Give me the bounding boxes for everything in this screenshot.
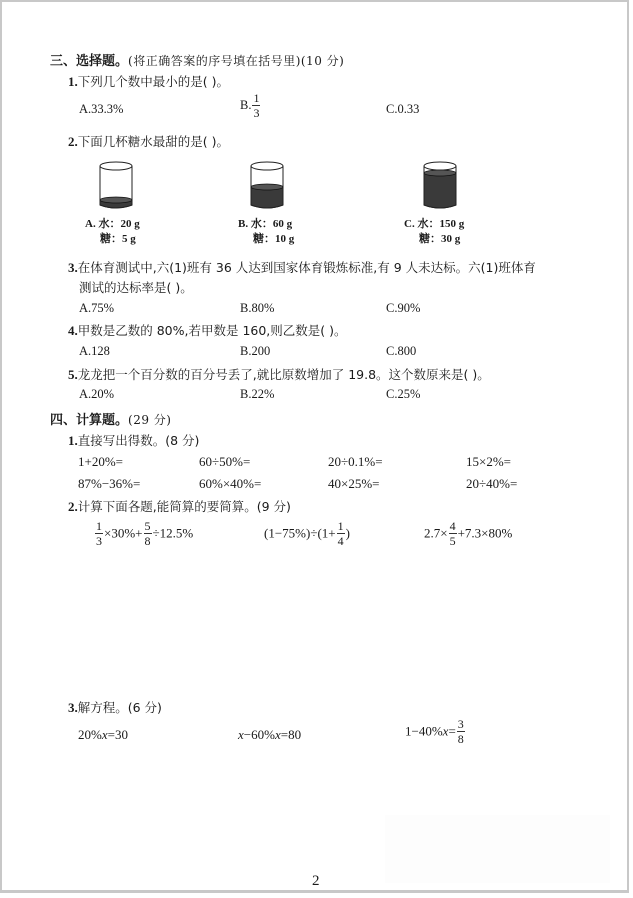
question-2: [68, 132, 229, 150]
question-number: 3.: [68, 260, 78, 275]
water-amount: A. 水：20 g: [85, 218, 140, 230]
expr-text: =80: [280, 727, 302, 742]
denominator: 3: [96, 534, 102, 548]
question-text: 下列几个数中最小的是( )。: [77, 74, 229, 89]
page-number: 2: [312, 873, 320, 889]
calc-part-2: [68, 497, 291, 515]
beaker-a-label: [85, 217, 140, 247]
part-number: 2.: [68, 499, 78, 514]
beaker-b-label: [238, 217, 294, 247]
section-3-heading: [50, 50, 344, 69]
expr-text: ): [345, 525, 350, 541]
question-number: 5.: [68, 367, 78, 382]
calc-item: 60÷50%=: [199, 454, 251, 469]
faint-patch: [385, 815, 610, 883]
fraction: [449, 520, 457, 547]
q1-option-a: A.33.3%: [79, 102, 124, 116]
numerator: 1: [253, 91, 260, 105]
part-number: 1.: [68, 433, 78, 448]
numerator: 4: [449, 519, 456, 533]
denominator: 8: [144, 534, 151, 548]
part-text: 计算下面各题,能简算的要简算。(9 分): [77, 499, 291, 514]
numerator: 3: [457, 717, 464, 731]
beaker-a-icon: [98, 159, 134, 211]
section-4-note: (29 分): [128, 413, 172, 427]
q3-option-a: A.75%: [79, 301, 115, 315]
q4-option-a: A.128: [79, 344, 110, 358]
question-text: 下面几杯糖水最甜的是( )。: [77, 134, 229, 149]
question-number: 2.: [68, 134, 78, 149]
expr-text: +7.3×80%: [457, 525, 513, 541]
water-amount: C. 水：150 g: [404, 218, 465, 230]
q5-option-b: B.22%: [240, 387, 275, 401]
question-text-line1: 在体育测试中,六(1)班有 36 人达到国家体育锻炼标准,有 9 人未达标。六(1)班体育: [77, 260, 536, 275]
calc-part-1: [68, 431, 199, 449]
question-5: [68, 365, 490, 383]
calc-item: 15×2%=: [466, 454, 511, 469]
fraction: [144, 520, 152, 547]
denominator: 8: [457, 732, 464, 746]
variable: x: [238, 727, 244, 742]
fraction: [252, 92, 260, 119]
water-amount: B. 水：60 g: [238, 218, 293, 230]
sugar-amount: 糖：10 g: [253, 233, 295, 245]
expr-1: [94, 520, 193, 547]
expr-text: 20%: [78, 727, 102, 742]
denominator: 4: [337, 534, 344, 548]
question-3-line2: 测试的达标率是( )。: [79, 280, 193, 295]
calc-item: 87%−36%=: [78, 476, 141, 491]
q4-option-c: C.800: [386, 344, 417, 358]
q1-option-c: C.0.33: [386, 102, 420, 116]
part-text: 解方程。(6 分): [77, 700, 162, 715]
q1-option-b: [240, 92, 261, 119]
part-text: 直接写出得数。(8 分): [77, 433, 200, 448]
question-1: [68, 72, 229, 90]
expr-text: 1−40%: [405, 723, 443, 739]
option-prefix: B.: [240, 98, 252, 112]
equation-1: [78, 727, 128, 743]
part-number: 3.: [68, 700, 78, 715]
calc-item: 1+20%=: [78, 454, 123, 469]
denominator: 5: [449, 534, 456, 548]
calc-part-3: [68, 698, 162, 716]
question-number: 1.: [68, 74, 78, 89]
expr-3: [424, 520, 512, 547]
calc-item: 60%×40%=: [199, 476, 262, 491]
question-text: 甲数是乙数的 80%,若甲数是 160,则乙数是( )。: [77, 323, 347, 338]
expr-text: ÷12.5%: [152, 525, 194, 541]
q5-option-c: C.25%: [386, 387, 421, 401]
sugar-amount: 糖：5 g: [100, 233, 136, 245]
beaker-b-icon: [249, 159, 285, 211]
expr-text: 2.7×: [424, 525, 448, 541]
calc-item: 20÷40%=: [466, 476, 518, 491]
expr-2: [264, 520, 350, 547]
q3-option-c: C.90%: [386, 301, 421, 315]
section-3-title: 三、选择题。: [50, 54, 129, 69]
question-number: 4.: [68, 323, 78, 338]
expr-text: =: [448, 723, 456, 739]
variable: x: [101, 727, 108, 742]
beaker-c-icon: [422, 159, 458, 211]
numerator: 1: [337, 519, 344, 533]
question-3: [68, 258, 536, 276]
section-4-title: 四、计算题。: [50, 413, 129, 428]
beaker-c-label: [404, 217, 464, 247]
calc-item: 40×25%=: [328, 476, 380, 491]
question-4: [68, 321, 347, 339]
fraction: [457, 718, 465, 745]
equation-3: [405, 718, 466, 745]
numerator: 5: [144, 519, 151, 533]
expr-text: ×30%+: [104, 525, 143, 541]
variable: x: [274, 727, 281, 742]
question-text: 龙龙把一个百分数的百分号丢了,就比原数增加了 19.8。这个数原来是( )。: [77, 367, 490, 382]
q3-option-b: B.80%: [240, 301, 275, 315]
section-3-note: (将正确答案的序号填在括号里)(10 分): [128, 54, 345, 68]
q4-option-b: B.200: [240, 344, 271, 358]
numerator: 1: [96, 519, 102, 533]
variable: x: [442, 723, 449, 739]
expr-text: −60%: [243, 727, 275, 742]
denominator: 3: [253, 106, 260, 120]
fraction: [337, 520, 345, 547]
section-4-heading: [50, 409, 171, 428]
expr-text: (1−75%)÷(1+: [264, 525, 336, 541]
expr-text: =30: [107, 727, 128, 742]
calc-item: 20÷0.1%=: [328, 454, 383, 469]
sugar-amount: 糖：30 g: [419, 233, 461, 245]
q5-option-a: A.20%: [79, 387, 115, 401]
equation-2: [238, 727, 301, 743]
fraction: [95, 520, 103, 547]
